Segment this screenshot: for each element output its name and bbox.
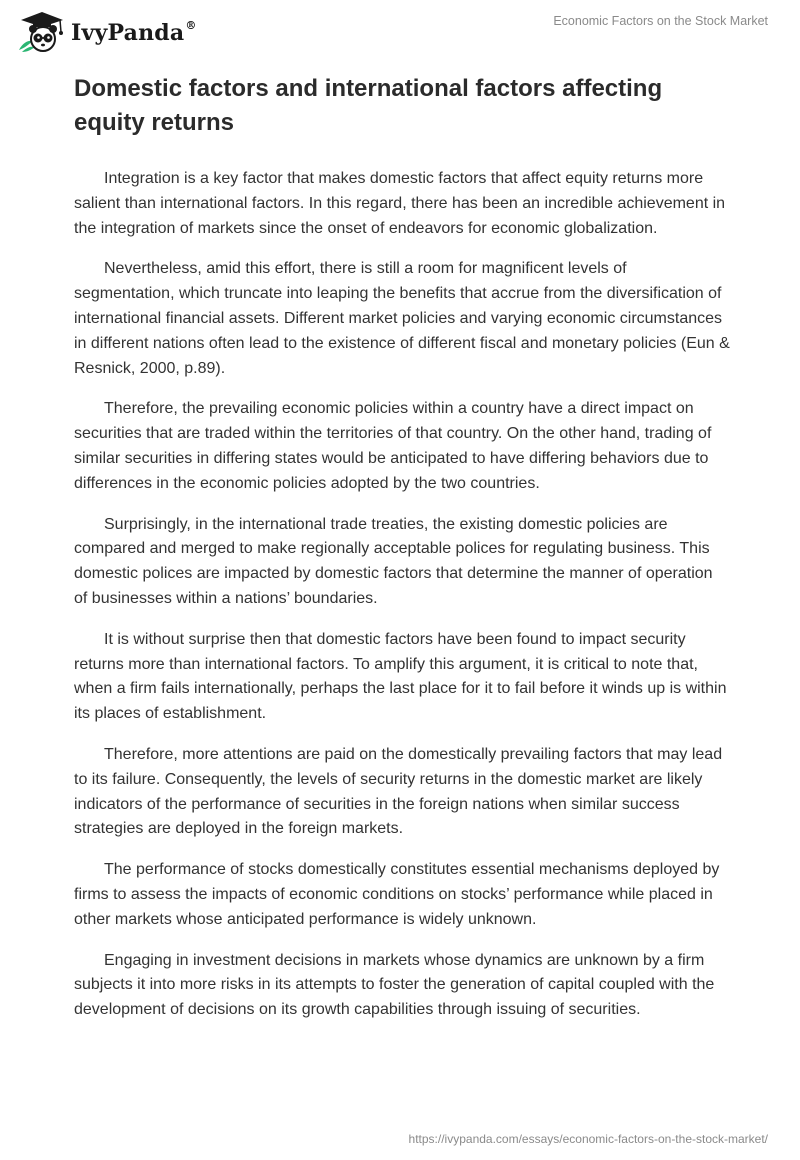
article-heading: Domestic factors and international factors affecting equity returns bbox=[74, 75, 663, 136]
paragraph: Integration is a key factor that makes domestic factors that affect equity returns more salient than international factors. In this regard, there has been an incredible achievement in the integration of markets since the onset of endeavors for economic globalization. bbox=[74, 170, 726, 237]
ivypanda-logo[interactable] bbox=[17, 10, 197, 54]
page-header bbox=[0, 0, 800, 64]
paragraph: Nevertheless, amid this effort, there is still a room for magnificent levels of segmentation, which truncate into leaping the benefits that accrue from the diversification of international financial assets. Different market policies and varying economic circumstances in different nations often lead to the existence of different fiscal and monetary policies (Eun & Resnick, 2000, p.89). bbox=[74, 260, 730, 377]
paragraph: Surprisingly, in the international trade treaties, the existing domestic policies are compared and merged to make regionally acceptable polices for regulating business. This domestic polices are impacted by domestic factors that determine the manner of operation of businesses within a nations’ boundaries. bbox=[74, 515, 713, 607]
source-url-link[interactable]: https://ivypanda.com/essays/economic-factors-on-the-stock-market/ bbox=[408, 1132, 768, 1146]
registered-mark: ® bbox=[185, 18, 197, 32]
paragraph: The performance of stocks domestically constitutes essential mechanisms deployed by firms to assess the impacts of economic conditions on stocks’ performance while placed in other markets whose anticipated performance is widely unknown. bbox=[74, 861, 720, 928]
panda-graduate-icon bbox=[17, 10, 67, 54]
paragraph: Engaging in investment decisions in markets whose dynamics are unknown by a firm subjects it into more risks in its attempts to foster the generation of capital coupled with the development of decisions on its growth capabilities through issuing of securities. bbox=[74, 951, 715, 1019]
article bbox=[74, 72, 730, 1039]
document-title: Economic Factors on the Stock Market bbox=[553, 14, 768, 28]
paragraph: Therefore, more attentions are paid on the domestically prevailing factors that may lead to its failure. Consequently, the levels of security returns in the domestic market are likely indicators of the performance of securities in the foreign nations when similar success strategies are deployed in the foreign markets. bbox=[74, 745, 723, 838]
paragraph: It is without surprise then that domestic factors have been found to impact security returns more than international factors. To amplify this argument, it is critical to note that, when a firm fails internationally, perhaps the last place for it to fail before it winds up is within its places of establishment. bbox=[74, 630, 727, 723]
brand-name: IvyPanda® bbox=[71, 18, 197, 46]
paragraph: Therefore, the prevailing economic policies within a country have a direct impact on securities that are traded within the territories of that country. On the other hand, trading of similar securities in differing states would be anticipated to have differing behaviors due to differences in the economic policies adopted by the two countries. bbox=[74, 400, 712, 492]
